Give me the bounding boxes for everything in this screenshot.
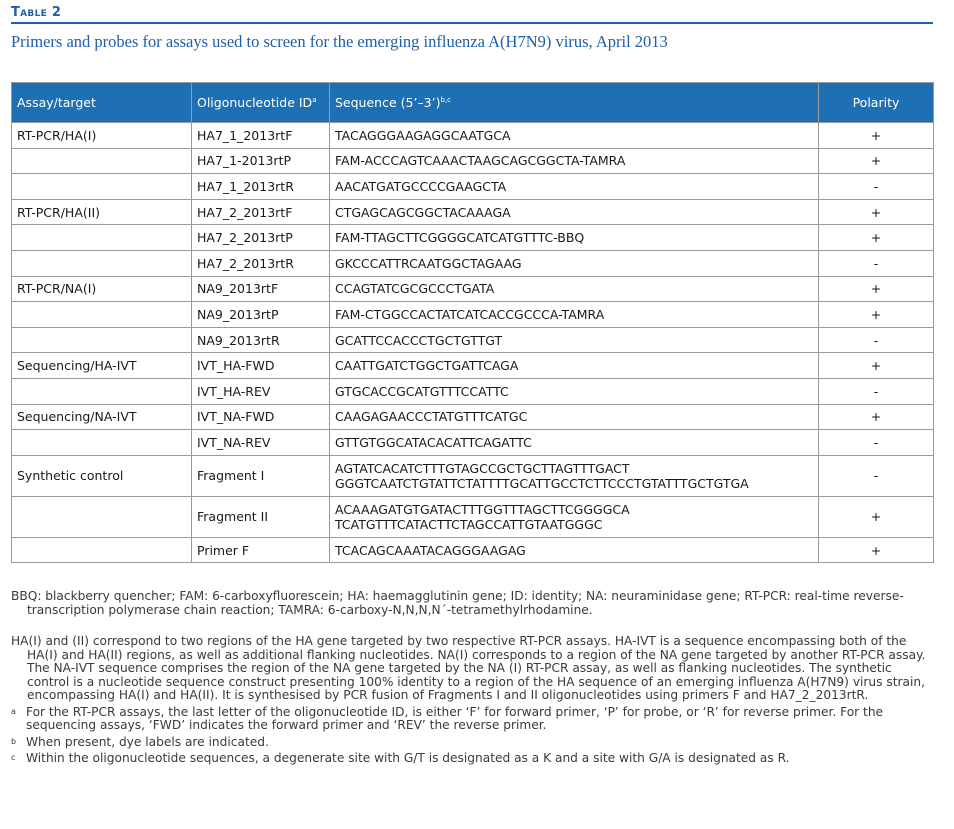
sequence-line: CTGAGCAGCGGCTACAAAGA [335, 204, 511, 220]
sequence-cell [330, 537, 819, 563]
assay-cell [12, 174, 192, 200]
sequence-line: GGGTCAATCTGTATTCTATTTTGCATTGCCTCTTCCCTGTATTTGCTGTGA [335, 475, 749, 491]
table-label: Table 2 [11, 5, 62, 20]
footnote-mark: c [11, 753, 16, 762]
oligo-cell: HA7_2_2013rtR [192, 250, 330, 276]
oligo-cell: Primer F [192, 537, 330, 563]
oligo-cell: HA7_2_2013rtF [192, 199, 330, 225]
oligo-cell: IVT_NA-REV [192, 430, 330, 456]
polarity-cell: + [819, 199, 934, 225]
sequence-line: FAM-ACCCAGTCAAACTAAGCAGCGGCTA-TAMRA [335, 153, 626, 169]
table-row [12, 302, 934, 328]
table-row [12, 123, 934, 149]
assay-cell: Sequencing/HA-IVT [12, 353, 192, 379]
oligo-cell: IVT_NA-FWD [192, 404, 330, 430]
sequence-cell [330, 496, 819, 537]
sequence-line: ACAAAGATGTGATACTTTGGTTTAGCTTCGGGGCA [335, 501, 630, 517]
polarity-cell: - [819, 174, 934, 200]
oligo-cell: NA9_2013rtP [192, 302, 330, 328]
sequence-cell [330, 327, 819, 353]
table-body [12, 123, 934, 563]
table-row [12, 378, 934, 404]
table-row [12, 327, 934, 353]
sequence-cell [330, 455, 819, 496]
table-row [12, 225, 934, 251]
assay-cell [12, 225, 192, 251]
polarity-cell: + [819, 225, 934, 251]
polarity-cell: + [819, 123, 934, 149]
sequence-line: FAM-CTGGCCACTATCATCACCGCCCA-TAMRA [335, 306, 605, 322]
polarity-cell: + [819, 302, 934, 328]
footnote-ref-bc: b,c [440, 95, 452, 104]
column-header-polarity: Polarity [819, 83, 934, 123]
oligo-cell: IVT_HA-FWD [192, 353, 330, 379]
description-note: HA(I) and (II) correspond to two regions of the HA gene targeted by two respective RT-PCR assays. HA-IVT is a sequence encompassing both of the HA(I) and HA(II) regions, as well as additional flanking nucleotides. NA(I) corresponds to a region of the NA gene targeted by another RT-PCR assay. The NA-IVT sequence comprises the region of the NA gene targeted by the NA (I) RT-PCR assay, as well as flanking nucleotides. The synthetic control is a nucleotide sequence construct presenting 100% identity to a region of the HA sequence of an emerging influenza A(H7N9) virus strain, encompassing HA(I) and HA(II). It is synthesised by PCR fusion of Fragments I and II oligonucleotides using primers F and HA7_2_2013rtR. [11, 634, 926, 702]
assay-cell [12, 250, 192, 276]
table-header [11, 4, 933, 52]
sequence-line: TCATGTTTCATACTTCTAGCCATTGTAATGGGC [335, 516, 603, 532]
table-row [12, 430, 934, 456]
table-notes [11, 590, 933, 766]
oligo-cell: Fragment I [192, 455, 330, 496]
sequence-cell [330, 199, 819, 225]
sequence-cell [330, 250, 819, 276]
polarity-cell: + [819, 276, 934, 302]
sequence-line: TCACAGCAAATACAGGGAAGAG [335, 542, 526, 558]
assay-cell: RT-PCR/HA(I) [12, 123, 192, 149]
footnote-mark: a [11, 706, 16, 716]
assay-cell [12, 430, 192, 456]
assay-cell: RT-PCR/HA(II) [12, 199, 192, 225]
table-row [12, 148, 934, 174]
table-row [12, 496, 934, 537]
column-header-oligo: Oligonucleotide $ID^a$ [192, 83, 330, 123]
polarity-cell: - [819, 327, 934, 353]
polarity-cell: - [819, 430, 934, 456]
polarity-cell: + [819, 404, 934, 430]
sequence-cell [330, 225, 819, 251]
sequence-cell [330, 174, 819, 200]
polarity-cell: + [819, 496, 934, 537]
footnote-text: For the RT-PCR assays, the last letter of the oligonucleotide ID, is either ‘F’ for forward primer, ‘P’ for probe, or ‘R’ for reverse primer. For the sequencing assays, ‘FWD’ indicates the forward primer and ‘REV’ the reverse primer. [26, 704, 884, 732]
polarity-cell: - [819, 455, 934, 496]
column-header-assay: Assay/target [12, 83, 192, 123]
sequence-line: CCAGTATCGCGCCCTGATA [335, 281, 495, 297]
polarity-cell: - [819, 250, 934, 276]
table-row [12, 199, 934, 225]
table-row [12, 174, 934, 200]
header-rule [11, 22, 933, 24]
table-row [12, 250, 934, 276]
sequence-line: AACATGATGCCCCGAAGCTA [335, 178, 507, 194]
sequence-cell [330, 148, 819, 174]
sequence-cell [330, 378, 819, 404]
sequence-line: GKCCCATTRCAATGGCTAGAAG [335, 255, 522, 271]
assay-cell: RT-PCR/NA(I) [12, 276, 192, 302]
footnote-a [11, 706, 933, 733]
sequence-line: TACAGGGAAGAGGCAATGCA [335, 127, 511, 143]
assay-cell: Synthetic control [12, 455, 192, 496]
footnote-text: When present, dye labels are indicated. [26, 734, 269, 749]
assay-cell [12, 378, 192, 404]
polarity-cell: + [819, 353, 934, 379]
sequence-line: AGTATCACATCTTTGTAGCCGCTGCTTAGTTTGACT [335, 460, 630, 476]
sequence-cell [330, 276, 819, 302]
polarity-cell: + [819, 537, 934, 563]
sequence-line: GCATTCCACCCTGCTGTTGT [335, 332, 503, 348]
oligo-cell: Fragment II [192, 496, 330, 537]
oligo-cell: IVT_HA-REV [192, 378, 330, 404]
assay-cell [12, 537, 192, 563]
sequence-line: CAAGAGAACCCTATGTTTCATGC [335, 409, 528, 425]
sequence-cell [330, 123, 819, 149]
sequence-cell [330, 404, 819, 430]
footnote-text: Within the oligonucleotide sequences, a degenerate site with G/T is designated as a K and a site with G/A is designated as R. [26, 751, 790, 765]
footnote-b [11, 736, 933, 750]
oligo-cell: HA7_2_2013rtP [192, 225, 330, 251]
oligo-cell: HA7_1_2013rtR [192, 174, 330, 200]
table-row [12, 537, 934, 563]
oligo-cell: NA9_2013rtF [192, 276, 330, 302]
polarity-cell: + [819, 148, 934, 174]
table-row [12, 353, 934, 379]
sequence-cell [330, 353, 819, 379]
oligo-cell: NA9_2013rtR [192, 327, 330, 353]
abbreviations-note: BBQ: blackberry quencher; FAM: 6-carboxyfluorescein; HA: haemagglutinin gene; ID: identity; NA: neuraminidase gene; RT-PCR: real-time reverse-transcription polymerase chain reaction; TAMRA: 6-carboxy-N,N,N,N´-tetramethylrhodamine. [11, 589, 904, 617]
table-caption: Primers and probes for assays used to screen for the emerging influenza A(H7N9) virus, April 2013 [11, 32, 668, 51]
assay-cell [12, 148, 192, 174]
polarity-cell: - [819, 378, 934, 404]
sequence-line: FAM-TTAGCTTCGGGGCATCATGTTTC-BBQ [335, 230, 585, 246]
footnote-ref-a: a [312, 95, 317, 104]
footnote-mark: b [11, 736, 17, 746]
assay-cell [12, 302, 192, 328]
assay-cell [12, 327, 192, 353]
sequence-line: GTTGTGGCATACACATTCAGATTC [335, 434, 532, 450]
sequence-line: CAATTGATCTGGCTGATTCAGA [335, 358, 519, 374]
sequence-cell [330, 430, 819, 456]
sequence-cell [330, 302, 819, 328]
oligo-cell: HA7_1_2013rtF [192, 123, 330, 149]
assay-cell: Sequencing/NA-IVT [12, 404, 192, 430]
table-row [12, 404, 934, 430]
column-header-sequence: Sequence (5’–3’)$^{b,c}$ [330, 83, 819, 123]
assay-cell [12, 496, 192, 537]
primers-table [11, 82, 934, 563]
sequence-line: GTGCACCGCATGTTTCCATTC [335, 383, 509, 399]
table-row [12, 276, 934, 302]
table-header-row [12, 83, 934, 123]
table-row [12, 455, 934, 496]
oligo-cell: HA7_1-2013rtP [192, 148, 330, 174]
footnote-c [11, 752, 933, 766]
